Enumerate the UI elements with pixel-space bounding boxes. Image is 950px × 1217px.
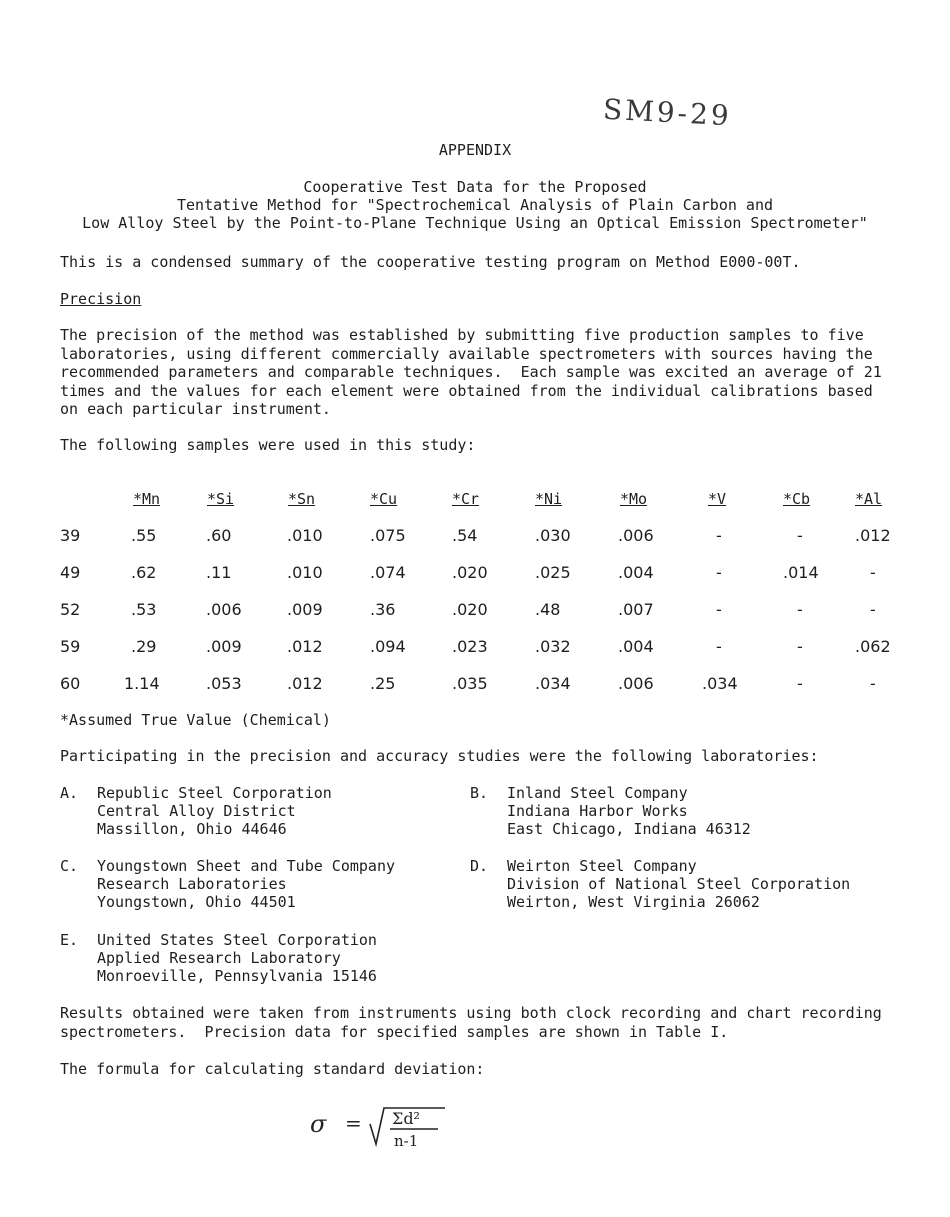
table-cell: .053 [206, 674, 242, 693]
column-header: *V [708, 490, 727, 508]
table-cell: .012 [287, 637, 323, 656]
subtitle-line-3: Low Alloy Steel by the Point-to-Plane Technique Using an Optical Emission Spectrometer" [82, 214, 868, 232]
table-cell: .062 [855, 637, 891, 656]
precision-line: The precision of the method was established by submitting five production samples to five [60, 326, 864, 344]
precision-line: recommended parameters and comparable techniques. Each sample was excited an average of 21 [60, 363, 882, 381]
table-cell: - [797, 637, 803, 656]
handwritten-document-code: SM9-29 [602, 92, 733, 133]
table-cell: .007 [618, 600, 654, 619]
table-cell: - [716, 600, 722, 619]
lab-line: United States Steel Corporation [97, 931, 377, 949]
table-cell: .53 [131, 600, 157, 619]
lab-line: Youngstown, Ohio 44501 [97, 893, 296, 911]
precision-heading: Precision [60, 290, 142, 308]
lab-letter: D. [470, 857, 489, 875]
column-header: *Cr [452, 490, 480, 508]
table-cell: .014 [783, 563, 819, 582]
lab-letter: E. [60, 931, 79, 949]
results-line: Results obtained were taken from instruments using both clock recording and chart recording [60, 1004, 882, 1022]
sample-id: 49 [60, 563, 81, 582]
formula-equals: = [345, 1111, 362, 1135]
formula-sigma: σ [310, 1110, 327, 1138]
table-cell: .004 [618, 637, 654, 656]
table-cell: .36 [370, 600, 396, 619]
table-cell: .62 [131, 563, 157, 582]
table-cell: .032 [535, 637, 571, 656]
lab-line: Weirton Steel Company [507, 857, 697, 875]
table-cell: - [870, 563, 876, 582]
table-cell: .29 [131, 637, 157, 656]
table-cell: .074 [370, 563, 406, 582]
results-paragraph [60, 1004, 895, 1041]
subtitle-line-2: Tentative Method for "Spectrochemical Analysis of Plain Carbon and [176, 196, 774, 214]
participants-intro: Participating in the precision and accuracy studies were the following laboratories: [60, 747, 819, 765]
precision-paragraph [60, 326, 895, 419]
lab-letter: A. [60, 784, 79, 802]
table-cell: - [716, 563, 722, 582]
table-cell: .020 [452, 600, 488, 619]
lab-line: Division of National Steel Corporation [507, 875, 851, 893]
table-cell: .009 [206, 637, 242, 656]
samples-intro: The following samples were used in this study: [60, 436, 476, 454]
table-cell: .11 [206, 563, 232, 582]
lab-letter: B. [470, 784, 489, 802]
sample-id: 60 [60, 674, 81, 693]
column-header: *Sn [288, 490, 316, 508]
formula-numerator: Σd² [392, 1109, 420, 1128]
column-header: *Al [855, 490, 883, 508]
table-cell: .034 [535, 674, 571, 693]
precision-line: laboratories, using different commercially available spectrometers with sources having the [60, 344, 873, 363]
table-cell: .035 [452, 674, 488, 693]
column-header: *Cb [783, 490, 811, 508]
lab-line: Research Laboratories [97, 875, 287, 893]
formula-denominator: n-1 [394, 1132, 419, 1150]
column-header: *Mn [133, 490, 161, 508]
table-cell: .034 [702, 674, 738, 693]
table-cell: - [716, 526, 722, 545]
lab-line: Applied Research Laboratory [97, 949, 341, 967]
lab-letter: C. [60, 857, 79, 875]
sample-id: 59 [60, 637, 81, 656]
standard-deviation-formula [310, 1104, 460, 1160]
table-cell: .010 [287, 563, 323, 582]
table-cell: .54 [452, 526, 478, 545]
appendix-title: APPENDIX [438, 141, 512, 159]
column-header: *Cu [370, 490, 398, 508]
summary-sentence: This is a condensed summary of the cooperative testing program on Method E000-00T. [60, 253, 801, 271]
table-cell: .48 [535, 600, 561, 619]
table-cell: .094 [370, 637, 406, 656]
table-cell: .25 [370, 674, 396, 693]
lab-line: Indiana Harbor Works [507, 802, 688, 820]
table-cell: - [870, 600, 876, 619]
table-cell: .60 [206, 526, 232, 545]
table-cell: - [870, 674, 876, 693]
table-cell: .030 [535, 526, 571, 545]
table-cell: .075 [370, 526, 406, 545]
table-cell: .025 [535, 563, 571, 582]
table-cell: .006 [618, 526, 654, 545]
lab-line: Monroeville, Pennsylvania 15146 [97, 967, 377, 985]
table-cell: - [797, 674, 803, 693]
table-cell: .012 [287, 674, 323, 693]
table-cell: .020 [452, 563, 488, 582]
precision-line: on each particular instrument. [60, 400, 331, 418]
table-cell: - [716, 637, 722, 656]
table-cell: .009 [287, 600, 323, 619]
table-cell: .012 [855, 526, 891, 545]
results-line: spectrometers. Precision data for specified samples are shown in Table I. [60, 1022, 729, 1041]
column-header: *Mo [620, 490, 648, 508]
lab-line: East Chicago, Indiana 46312 [507, 820, 751, 838]
formula-intro: The formula for calculating standard deviation: [60, 1060, 485, 1078]
column-header: *Si [207, 490, 235, 508]
lab-line: Massillon, Ohio 44646 [97, 820, 287, 838]
table-cell: .004 [618, 563, 654, 582]
lab-line: Inland Steel Company [507, 784, 688, 802]
column-header: *Ni [535, 490, 563, 508]
lab-line: Republic Steel Corporation [97, 784, 332, 802]
lab-line: Youngstown Sheet and Tube Company [97, 857, 396, 875]
lab-line: Weirton, West Virginia 26062 [507, 893, 760, 911]
table-cell: 1.14 [124, 674, 160, 693]
table-cell: - [797, 526, 803, 545]
sample-id: 39 [60, 526, 81, 545]
table-footnote: *Assumed True Value (Chemical) [60, 711, 331, 729]
table-cell: - [797, 600, 803, 619]
table-cell: .006 [618, 674, 654, 693]
table-cell: .006 [206, 600, 242, 619]
table-cell: .023 [452, 637, 488, 656]
precision-line: times and the values for each element were obtained from the individual calibrations based [60, 381, 873, 400]
table-cell: .010 [287, 526, 323, 545]
lab-line: Central Alloy District [97, 802, 296, 820]
subtitle-line-1: Cooperative Test Data for the Proposed [303, 178, 647, 196]
sample-id: 52 [60, 600, 81, 619]
table-cell: .55 [131, 526, 157, 545]
